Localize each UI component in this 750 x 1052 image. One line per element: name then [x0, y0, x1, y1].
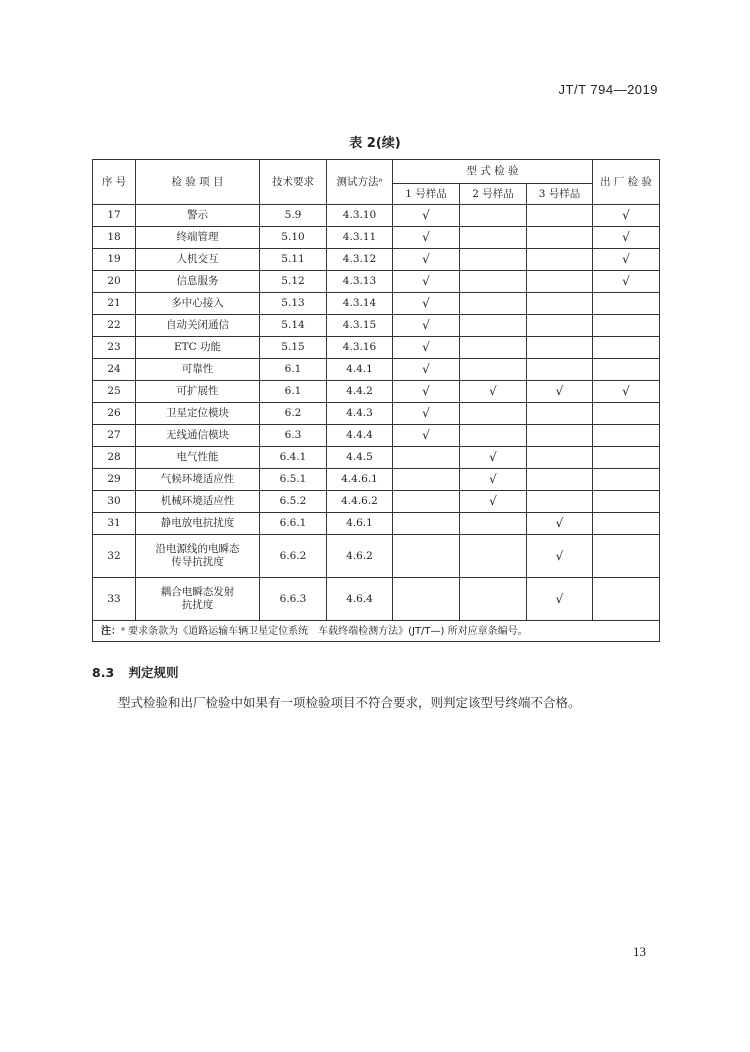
header-type-test: 型 式 检 验	[393, 160, 593, 184]
cell-seq: 29	[93, 469, 136, 491]
cell-method: 4.3.11	[327, 227, 393, 249]
cell-requirement: 5.14	[260, 315, 327, 337]
cell-sample-2	[460, 578, 527, 621]
cell-seq: 33	[93, 578, 136, 621]
cell-requirement: 5.12	[260, 271, 327, 293]
cell-sample-2: √	[460, 381, 527, 403]
cell-sample-2	[460, 315, 527, 337]
cell-sample-3	[527, 337, 593, 359]
cell-factory: √	[593, 249, 660, 271]
cell-factory	[593, 359, 660, 381]
section-title: 判定规则	[128, 665, 179, 680]
page-number: 13	[633, 944, 646, 959]
table-row	[93, 513, 660, 535]
cell-item-line: 耦合电瞬态发射	[160, 586, 235, 598]
cell-item: 可扩展性	[136, 381, 260, 403]
cell-method: 4.4.6.1	[327, 469, 393, 491]
cell-sample-1: √	[393, 293, 460, 315]
cell-item: 自动关闭通信	[136, 315, 260, 337]
table-row	[93, 293, 660, 315]
table-title: 表 2(续)	[349, 136, 401, 151]
cell-item: 机械环境适应性	[136, 491, 260, 513]
cell-seq: 24	[93, 359, 136, 381]
table-row	[93, 205, 660, 227]
cell-item: 警示	[136, 205, 260, 227]
cell-sample-2: √	[460, 469, 527, 491]
cell-sample-3	[527, 425, 593, 447]
cell-factory	[593, 578, 660, 621]
cell-sample-1	[393, 513, 460, 535]
cell-item-line: 沿电源线的电瞬态	[155, 543, 240, 555]
cell-sample-2: √	[460, 491, 527, 513]
cell-method: 4.4.4	[327, 425, 393, 447]
cell-sample-2	[460, 535, 527, 578]
cell-requirement: 5.11	[260, 249, 327, 271]
cell-sample-1: √	[393, 271, 460, 293]
cell-sample-3: √	[527, 578, 593, 621]
section-paragraph: 型式检验和出厂检验中如果有一项检验项目不符合要求，则判定该型号终端不合格。	[118, 695, 581, 710]
header-sample-3: 3 号样品	[527, 184, 593, 205]
cell-sample-3	[527, 293, 593, 315]
cell-seq: 22	[93, 315, 136, 337]
cell-item: 无线通信模块	[136, 425, 260, 447]
cell-method: 4.4.6.2	[327, 491, 393, 513]
cell-seq: 19	[93, 249, 136, 271]
cell-factory	[593, 403, 660, 425]
cell-factory	[593, 447, 660, 469]
cell-sample-2	[460, 359, 527, 381]
cell-sample-1: √	[393, 249, 460, 271]
cell-seq: 31	[93, 513, 136, 535]
cell-item: 信息服务	[136, 271, 260, 293]
cell-method: 4.4.2	[327, 381, 393, 403]
cell-seq: 18	[93, 227, 136, 249]
cell-sample-3	[527, 447, 593, 469]
cell-sample-1	[393, 491, 460, 513]
cell-requirement: 6.5.2	[260, 491, 327, 513]
cell-sample-3	[527, 205, 593, 227]
header-requirement: 技术要求	[260, 160, 327, 205]
cell-method: 4.3.15	[327, 315, 393, 337]
note-text: ᵃ 要求条款为《道路运输车辆卫星定位系统 车载终端检测方法》(JT/T—) 所对应章条编号。	[121, 625, 528, 637]
table-row	[93, 425, 660, 447]
cell-sample-3: √	[527, 513, 593, 535]
cell-factory	[593, 425, 660, 447]
cell-item	[136, 578, 260, 621]
table-row	[93, 381, 660, 403]
cell-sample-1: √	[393, 425, 460, 447]
cell-factory: √	[593, 227, 660, 249]
table-row	[93, 447, 660, 469]
table-row	[93, 359, 660, 381]
cell-item: 人机交互	[136, 249, 260, 271]
cell-item: 终端管理	[136, 227, 260, 249]
cell-requirement: 5.13	[260, 293, 327, 315]
cell-seq: 27	[93, 425, 136, 447]
cell-sample-2	[460, 403, 527, 425]
cell-requirement: 6.1	[260, 359, 327, 381]
cell-requirement: 5.15	[260, 337, 327, 359]
cell-requirement: 5.10	[260, 227, 327, 249]
cell-sample-1: √	[393, 337, 460, 359]
cell-sample-1: √	[393, 359, 460, 381]
cell-requirement: 6.3	[260, 425, 327, 447]
cell-sample-1: √	[393, 227, 460, 249]
table-row	[93, 271, 660, 293]
cell-seq: 23	[93, 337, 136, 359]
table-row	[93, 249, 660, 271]
cell-seq: 26	[93, 403, 136, 425]
cell-seq: 25	[93, 381, 136, 403]
section-number: 8.3	[92, 665, 115, 680]
header-sample-1: 1 号样品	[393, 184, 460, 205]
cell-sample-2	[460, 205, 527, 227]
standard-code: JT/T 794—2019	[558, 82, 658, 97]
cell-item: 多中心接入	[136, 293, 260, 315]
cell-method: 4.4.5	[327, 447, 393, 469]
cell-seq: 17	[93, 205, 136, 227]
cell-sample-3	[527, 403, 593, 425]
cell-method: 4.4.3	[327, 403, 393, 425]
cell-sample-1	[393, 535, 460, 578]
table-row	[93, 578, 660, 621]
cell-method: 4.3.13	[327, 271, 393, 293]
table-row	[93, 469, 660, 491]
table-row	[93, 337, 660, 359]
cell-sample-1	[393, 469, 460, 491]
table-row	[93, 227, 660, 249]
cell-sample-2	[460, 249, 527, 271]
cell-item: ETC 功能	[136, 337, 260, 359]
cell-requirement: 6.4.1	[260, 447, 327, 469]
cell-factory	[593, 315, 660, 337]
cell-requirement: 6.6.2	[260, 535, 327, 578]
cell-requirement: 6.2	[260, 403, 327, 425]
cell-requirement: 6.5.1	[260, 469, 327, 491]
cell-sample-3	[527, 491, 593, 513]
cell-sample-2	[460, 337, 527, 359]
cell-method: 4.3.12	[327, 249, 393, 271]
table-row	[93, 315, 660, 337]
cell-factory	[593, 491, 660, 513]
header-factory: 出 厂 检 验	[593, 160, 660, 205]
cell-sample-3	[527, 227, 593, 249]
cell-item: 电气性能	[136, 447, 260, 469]
cell-factory	[593, 337, 660, 359]
cell-item-line: 抗扰度	[181, 599, 214, 611]
cell-method: 4.3.10	[327, 205, 393, 227]
cell-method: 4.6.4	[327, 578, 393, 621]
cell-factory: √	[593, 271, 660, 293]
header-method: 测试方法ᵃ	[327, 160, 393, 205]
cell-sample-1	[393, 578, 460, 621]
inspection-table	[92, 159, 660, 642]
cell-sample-2	[460, 227, 527, 249]
cell-method: 4.3.16	[327, 337, 393, 359]
table-row	[93, 403, 660, 425]
cell-sample-1: √	[393, 403, 460, 425]
cell-sample-3: √	[527, 535, 593, 578]
cell-sample-1: √	[393, 381, 460, 403]
table-row	[93, 491, 660, 513]
header-item: 检 验 项 目	[136, 160, 260, 205]
cell-sample-2	[460, 425, 527, 447]
header-seq: 序 号	[93, 160, 136, 205]
cell-sample-3	[527, 249, 593, 271]
cell-seq: 28	[93, 447, 136, 469]
cell-method: 4.6.1	[327, 513, 393, 535]
cell-method: 4.6.2	[327, 535, 393, 578]
cell-seq: 30	[93, 491, 136, 513]
cell-factory: √	[593, 205, 660, 227]
cell-item-line: 传导抗扰度	[171, 556, 224, 568]
cell-factory: √	[593, 381, 660, 403]
cell-sample-2	[460, 293, 527, 315]
cell-sample-3	[527, 359, 593, 381]
header-sample-2: 2 号样品	[460, 184, 527, 205]
cell-factory	[593, 535, 660, 578]
cell-factory	[593, 469, 660, 491]
cell-seq: 32	[93, 535, 136, 578]
cell-item: 静电放电抗扰度	[136, 513, 260, 535]
table-note-row	[93, 621, 660, 642]
cell-seq: 20	[93, 271, 136, 293]
cell-requirement: 6.6.3	[260, 578, 327, 621]
cell-sample-1: √	[393, 205, 460, 227]
cell-sample-3: √	[527, 381, 593, 403]
cell-sample-1: √	[393, 315, 460, 337]
cell-item: 可靠性	[136, 359, 260, 381]
section-heading	[92, 663, 179, 681]
cell-sample-1	[393, 447, 460, 469]
cell-sample-3	[527, 271, 593, 293]
cell-item	[136, 535, 260, 578]
cell-requirement: 6.1	[260, 381, 327, 403]
cell-sample-2	[460, 513, 527, 535]
cell-sample-3	[527, 469, 593, 491]
cell-requirement: 6.6.1	[260, 513, 327, 535]
cell-sample-2	[460, 271, 527, 293]
cell-sample-2: √	[460, 447, 527, 469]
note-label: 注：	[101, 625, 121, 637]
table-note	[93, 621, 660, 642]
cell-item: 气候环境适应性	[136, 469, 260, 491]
cell-method: 4.3.14	[327, 293, 393, 315]
cell-sample-3	[527, 315, 593, 337]
cell-factory	[593, 513, 660, 535]
table-row	[93, 535, 660, 578]
cell-seq: 21	[93, 293, 136, 315]
cell-method: 4.4.1	[327, 359, 393, 381]
cell-factory	[593, 293, 660, 315]
cell-requirement: 5.9	[260, 205, 327, 227]
cell-item: 卫星定位模块	[136, 403, 260, 425]
